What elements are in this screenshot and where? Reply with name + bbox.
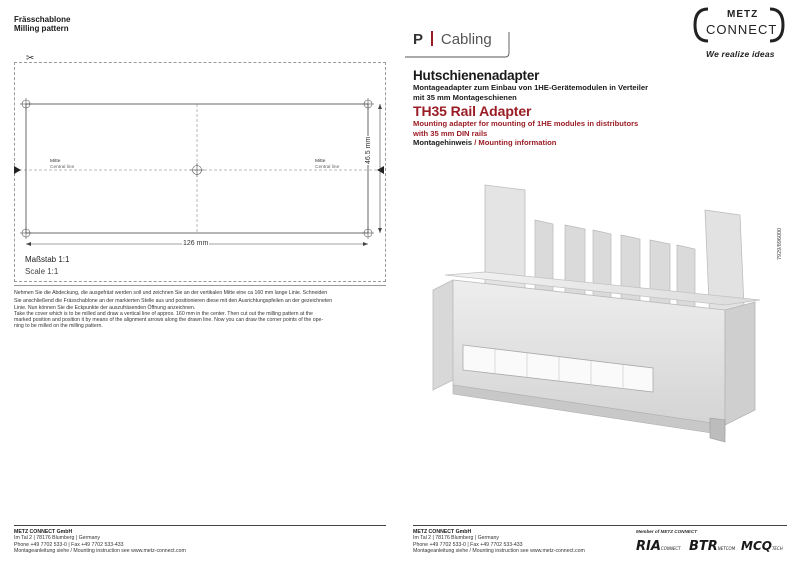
- footer-rule-left: [14, 525, 386, 526]
- category-letter: P: [413, 31, 424, 48]
- scissors-icon: ✂: [26, 53, 35, 64]
- btr-logo: BTRNETCOM: [689, 539, 736, 554]
- logo-tagline: We realize ideas: [706, 49, 775, 59]
- right-alignment-arrow: [377, 166, 384, 174]
- divider-top-left: [14, 285, 386, 286]
- header-en: Milling pattern: [14, 24, 69, 33]
- rail-adapter-image: [425, 180, 770, 445]
- members-label: Member of METZ CONNECT: [636, 529, 697, 534]
- mcq-logo: MCQTECH: [741, 539, 783, 553]
- title-de: Hutschienenadapter: [413, 68, 540, 83]
- logo-top: METZ: [727, 9, 759, 20]
- desc-en-2: with 35 mm DIN rails: [413, 128, 488, 138]
- footer-left: METZ CONNECT GmbH Im Tal 2 | 78176 Blumberg | Germany Phone +49 7702 533-0 | Fax +49 7702 533-433 Montageanleitung siehe / Mounting instruction see www.metz-connect.com: [14, 529, 186, 554]
- header-de: Frässchablone: [14, 15, 71, 24]
- title-block: [413, 68, 648, 148]
- footer-right: METZ CONNECT GmbH Im Tal 2 | 78176 Blumberg | Germany Phone +49 7702 533-0 | Fax +49 7702 533-433 Montageanleitung siehe / Mounting instruction see www.metz-connect.com: [413, 529, 585, 554]
- document-number: 7929/896000: [777, 227, 783, 260]
- mounting-info-heading: Montagehinweis / Mounting information: [413, 138, 557, 147]
- scale-label: Maßstab 1:1 Scale 1:1: [25, 255, 70, 276]
- ria-logo: RIACONNECT: [636, 539, 681, 554]
- category-tab-frame: [405, 30, 515, 62]
- desc-en-1: Mounting adapter for mounting of 1HE modules in distributors: [413, 119, 639, 128]
- category-name: Cabling: [440, 31, 492, 48]
- title-en: TH35 Rail Adapter: [413, 103, 532, 119]
- desc-de-1: Montageadapter zum Einbau von 1HE-Gerätemodulen in Verteiler: [413, 83, 649, 92]
- width-dimension-label: 126 mm: [183, 240, 209, 247]
- desc-de-2: mit 35 mm Montageschienen: [413, 92, 517, 102]
- mid-label-left: Mitte Central line: [50, 159, 75, 170]
- left-alignment-arrow: [14, 166, 21, 174]
- height-dimension-label: 46.5 mm: [365, 136, 372, 164]
- logo-bottom: CONNECT: [706, 22, 778, 37]
- footer-rule-right: [413, 525, 787, 526]
- metz-connect-logo: [692, 6, 786, 46]
- mid-label-right: Mitte Central line: [315, 159, 340, 170]
- instructions: Nehmen Sie die Abdeckung, die ausgefräst werden soll und zeichnen Sie an der vertikalen Mitte eine ca 160 mm lange Linie. Schneiden Sie anschließend die Frässchablone an der markierten Stelle aus und positionieren diese mit den Ausrichtungspfeilen an der gezeichneten Linie. Nun können Sie die Eckpunkte der auszufräsenden Öffnung anzeichnen. Take the cover which is to be milled and draw a vertical line of approx. 160 mm in the center. Then cut out the milling pattern at the marked position and position it by means of the alignment arrows along the drawn line. Now you can draw the corner points of the ope- ning to be milled on the milling pattern.: [14, 290, 333, 330]
